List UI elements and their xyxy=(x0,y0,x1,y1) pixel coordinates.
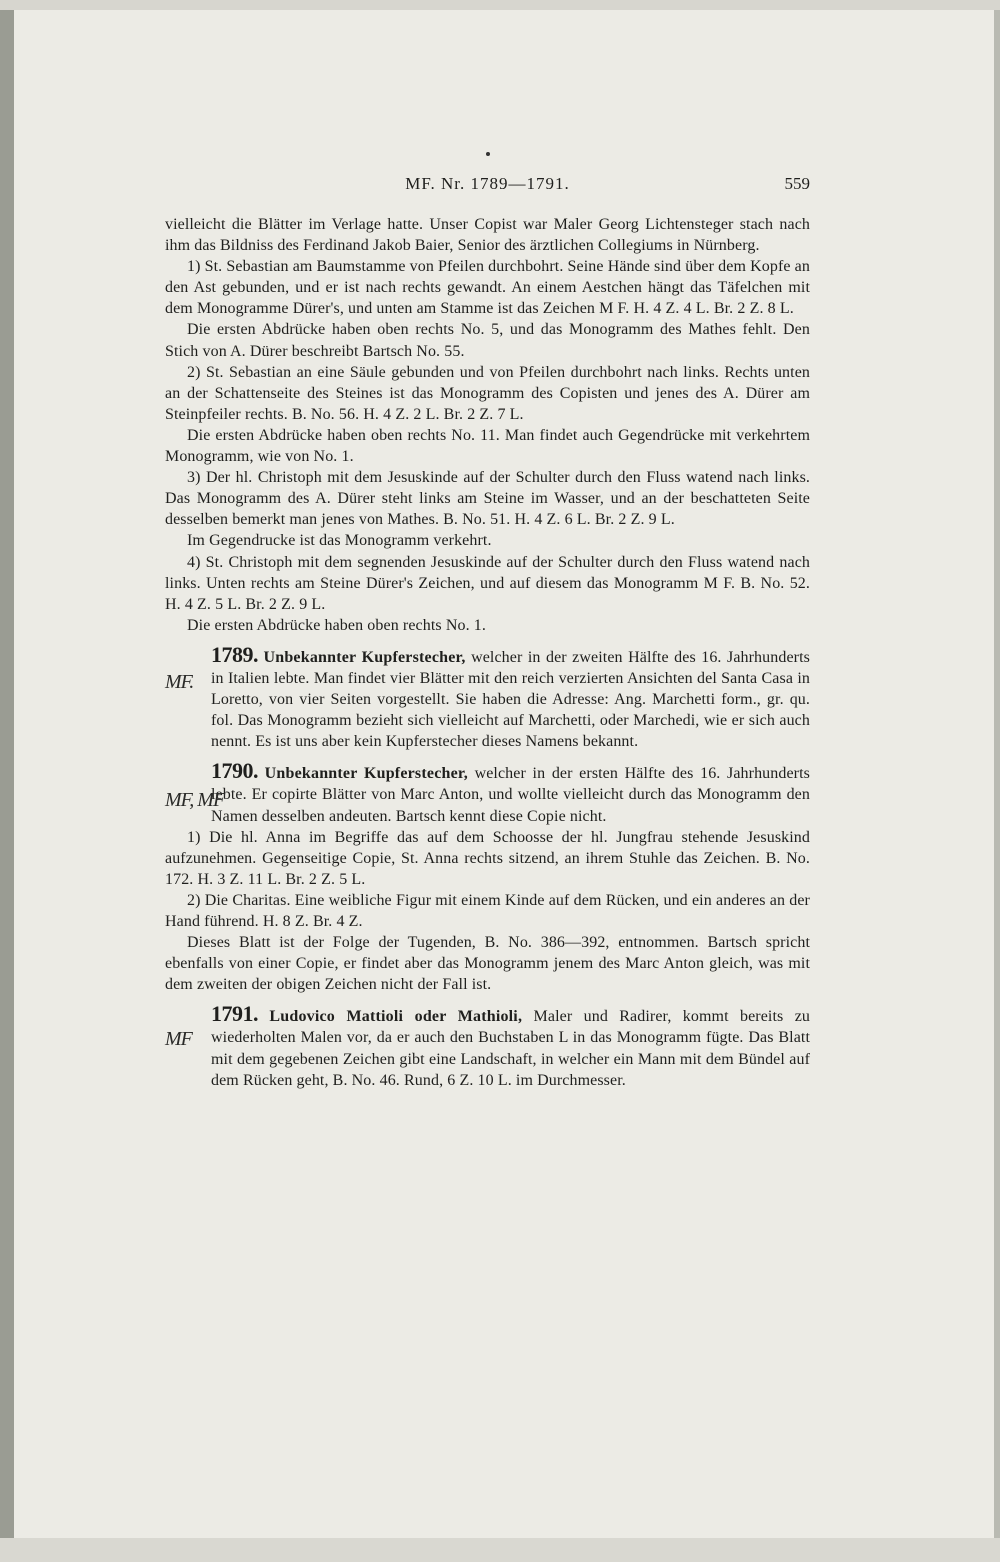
entry-item-3: Dieses Blatt ist der Folge der Tugenden, B. No. 386—392, entnommen. Bartsch spricht ebenfalls von einer Copie, er findet aber das Monogramm jenem des Marc Anton gleich, was mit dem zweiten der obigen Zeichen nicht der Fall ist. xyxy=(165,934,810,994)
entry-number: 1789. xyxy=(211,641,258,667)
running-head xyxy=(165,174,810,198)
monogram-mark: MF, MF xyxy=(165,789,225,812)
entry-name: Ludovico Mattioli oder Mathioli, xyxy=(269,1008,523,1026)
entry-item-2: 2) Die Charitas. Eine weibliche Figur mit einem Kinde auf dem Rücken, und ein anderes an der Hand führend. H. 8 Z. Br. 4 Z. xyxy=(165,891,810,930)
entry-heading xyxy=(165,641,810,752)
ink-dot xyxy=(486,152,490,156)
entry-1791 xyxy=(165,1003,810,1090)
entry-1790 xyxy=(165,760,810,995)
entry-number: 1790. xyxy=(211,758,258,784)
monogram-mark: MF xyxy=(165,1028,192,1051)
entry-name: Unbekannter Kupferstecher, xyxy=(263,648,466,666)
entry-text: welcher in der ersten Hälfte des 16. Jahrhunderts lebte. Er copirte Blätter von Marc Anton, und wollte vielleicht durch das Monogramm den Namen desselben andeuten. Bartsch kennt diese Copie nicht. xyxy=(211,765,810,825)
page-number: 559 xyxy=(784,174,810,193)
scan-margin-bottom xyxy=(0,1538,1000,1562)
entry-heading xyxy=(165,760,810,826)
intro-item-7: 4) St. Christoph mit dem segnenden Jesuskinde auf der Schulter durch den Fluss watend nach links. Unten rechts am Steine Dürer's Zeichen, und auf diesem das Monogramm M F. B. No. 52. H. 4 Z. 5 L. Br. 2 Z. 9 L. xyxy=(165,553,810,613)
scan-margin-right xyxy=(994,0,1000,1562)
monogram-mark: MF. xyxy=(165,670,194,693)
intro-item-2: Die ersten Abdrücke haben oben rechts No. 5, und das Monogramm des Mathes fehlt. Den Stich von A. Dürer beschreibt Bartsch No. 55. xyxy=(165,321,810,360)
entry-heading xyxy=(165,1003,810,1090)
entry-number: 1791. xyxy=(211,1001,258,1027)
entry-1789 xyxy=(165,641,810,752)
intro-item-4: Die ersten Abdrücke haben oben rechts No. 11. Man findet auch Gegendrücke mit verkehrtem Monogramm, wie von No. 1. xyxy=(165,426,810,466)
intro-item-8: Die ersten Abdrücke haben oben rechts No. 1. xyxy=(187,616,486,634)
entry-text: welcher in der zweiten Hälfte des 16. Jahrhunderts in Italien lebte. Man findet vier Blätter mit den reich verzierten Ansichten del Santa Casa in Loretto, von vier Seiten vorgestellt. Sie haben die Adresse: Ang. Marchetti form., gr. qu. fol. Das Monogramm bezieht sich vielleicht auf Marchetti, oder Marchedi, wie er sich auch nennt. Es ist uns aber kein Kupferstecher dieses Namens bekannt. xyxy=(211,648,810,751)
entry-item-1: 1) Die hl. Anna im Begriffe das auf dem Schoosse der hl. Jungfrau stehende Jesuskind aufzunehmen. Gegenseitige Copie, St. Anna rechts sitzend, an ihrem Stuhle das Zeichen. B. No. 172. H. 3 Z. 11 L. Br. 2 Z. 5 L. xyxy=(165,828,810,888)
running-title: MF. Nr. 1789—1791. xyxy=(405,174,570,193)
intro-item-1: 1) St. Sebastian am Baumstamme von Pfeilen durchbohrt. Seine Hände sind über dem Kopfe an den Ast gebunden, und er ist nach rechts gewandt. An einem Aestchen hängt das Täfelchen mit dem Monogramme Dürer's, und unten am Stamme ist das Zeichen M F. H. 4 Z. 4 L. Br. 2 Z. 8 L. xyxy=(165,258,810,318)
intro-item-5: 3) Der hl. Christoph mit dem Jesuskinde auf der Schulter durch den Fluss watend nach links. Das Monogramm des A. Dürer steht links am Steine im Wasser, und an der beschatteten Seite desselben bemerkt man jenes von Mathes. B. No. 51. H. 4 Z. 6 L. Br. 2 Z. 9 L. xyxy=(165,469,810,529)
continuation-paragraph: vielleicht die Blätter im Verlage hatte. Unser Copist war Maler Georg Lichtensteger stach nach ihm das Bildniss des Ferdinand Jakob Baier, Senior des ärztlichen Collegiums in Nürnberg. xyxy=(165,216,810,255)
intro-item-3: 2) St. Sebastian an eine Säule gebunden und von Pfeilen durchbohrt nach links. Rechts unten an der Schattenseite des Steines ist das Monogramm des Copisten und jenes des A. Dürer am Steinpfeiler rechts. B. No. 56. H. 4 Z. 2 L. Br. 2 Z. 7 L. xyxy=(165,363,810,423)
scan-margin-top xyxy=(0,0,1000,10)
entry-name: Unbekannter Kupferstecher, xyxy=(264,765,468,783)
intro-item-6: Im Gegendrucke ist das Monogramm verkehrt. xyxy=(187,532,492,550)
entry-text: Maler und Radirer, kommt bereits zu wiederholten Malen vor, da er auch den Buchstaben L in das Monogramm fügte. Das Blatt mit dem gegebenen Zeichen gibt eine Landschaft, in welcher ein Mann mit dem Bündel auf dem Rücken geht, B. No. 46. Rund, 6 Z. 10 L. im Durchmesser. xyxy=(211,1008,810,1089)
text-block xyxy=(165,214,810,1091)
scan-margin-left xyxy=(0,0,14,1562)
